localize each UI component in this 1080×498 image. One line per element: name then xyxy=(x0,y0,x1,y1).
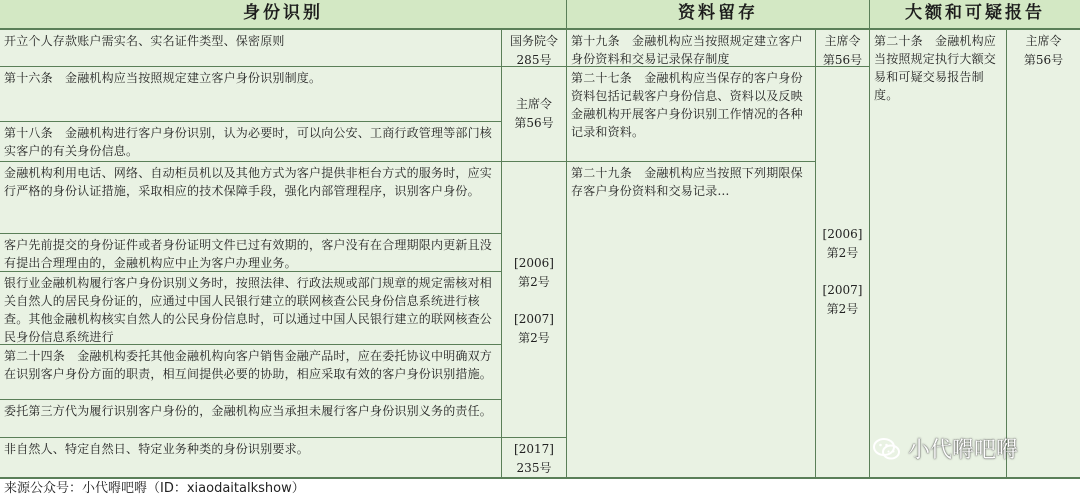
ref-line: 主席令 xyxy=(515,97,552,111)
ref-line: [2007] xyxy=(822,283,863,297)
identity-row-9: 非自然人、特定自然日、特定业务种类的身份识别要求。 xyxy=(0,438,502,478)
watermark-text: 小代嘚吧嘚 xyxy=(908,438,1019,463)
header-records: 资料留存 xyxy=(567,0,870,30)
identity-row-4: 金融机构利用电话、网络、自动柜员机以及其他方式为客户提供非柜台方式的服务时，应实行严格的身份认证措施，采取相应的技术保障手段，强化内部管理程序，识别客户身份。 xyxy=(0,162,502,234)
wechat-icon xyxy=(872,436,902,462)
ref-line: 第2号 xyxy=(826,302,859,316)
ref-line: [2006] xyxy=(822,227,863,241)
identity-row-6: 银行业金融机构履行客户身份识别义务时，按照法律、行政法规或部门规章的规定需核对相关自然人的居民身份证的，应通过中国人民银行建立的联网核查公民身份信息系统进行核查。其他金融机构核实自然人的公民身份信息时，可以通过中国人民银行建立的联网核查公民身份信息系统进行 xyxy=(0,272,502,345)
ref-line: [2006] xyxy=(514,256,554,270)
header-reporting: 大额和可疑报告 xyxy=(870,0,1080,30)
identity-row-7: 第二十四条 金融机构委托其他金融机构向客户销售金融产品时，应在委托协议中明确双方在识别客户身份方面的职责，相互间提供必要的协助，相应采取有效的客户身份识别措施。 xyxy=(0,345,502,400)
ref-line: 国务院令 xyxy=(509,34,558,48)
ref-line: [2007] xyxy=(514,312,554,326)
ref-line: 第56号 xyxy=(1023,53,1064,67)
ref-line: 第2号 xyxy=(518,275,550,289)
identity-row-2: 第十六条 金融机构应当按照规定建立客户身份识别制度。 xyxy=(0,67,502,122)
records-row-3: 第二十九条 金融机构应当按照下列期限保存客户身份资料和交易记录… xyxy=(567,162,816,478)
ref-line: 第2号 xyxy=(518,331,550,345)
records-row-1: 第十九条 金融机构应当按照规定建立客户身份资料和交易记录保存制度 xyxy=(567,30,816,67)
ref-line: 第56号 xyxy=(822,53,863,67)
identity-ref-4 xyxy=(502,438,567,478)
ref-line: 第56号 xyxy=(514,116,554,130)
watermark xyxy=(872,433,1018,464)
ref-line: 285号 xyxy=(516,53,552,67)
identity-ref-1 xyxy=(502,30,567,67)
identity-row-5: 客户先前提交的身份证件或者身份证明文件已过有效期的，客户没有在合理期限内更新且没有提出合理理由的，金融机构应中止为客户办理业务。 xyxy=(0,234,502,272)
records-ref-2 xyxy=(816,67,870,478)
identity-ref-2 xyxy=(502,67,567,162)
records-ref-1 xyxy=(816,30,870,67)
reporting-ref xyxy=(1007,30,1080,478)
source-line: 来源公众号：小代嘚吧嘚（ID：xiaodaitalkshow） xyxy=(0,478,1080,498)
ref-line: [2017] xyxy=(514,442,554,456)
ref-line: 第2号 xyxy=(826,246,859,260)
identity-row-1: 开立个人存款账户需实名、实名证件类型、保密原则 xyxy=(0,30,502,67)
ref-line: 235号 xyxy=(516,461,552,475)
records-row-2: 第二十七条 金融机构应当保存的客户身份资料包括记载客户身份信息、资料以及反映金融机构开展客户身份识别工作情况的各种记录和资料。 xyxy=(567,67,816,162)
identity-row-8: 委托第三方代为履行识别客户身份的，金融机构应当承担未履行客户身份识别义务的责任。 xyxy=(0,400,502,438)
reporting-text: 第二十条 金融机构应当按照规定执行大额交易和可疑交易报告制度。 xyxy=(870,30,1007,478)
ref-line: 主席令 xyxy=(824,34,861,48)
identity-ref-3 xyxy=(502,162,567,438)
identity-row-3: 第十八条 金融机构进行客户身份识别，认为必要时，可以向公安、工商行政管理等部门核实客户的有关身份信息。 xyxy=(0,122,502,162)
ref-line: 主席令 xyxy=(1025,34,1062,48)
header-identity: 身份识别 xyxy=(0,0,567,30)
